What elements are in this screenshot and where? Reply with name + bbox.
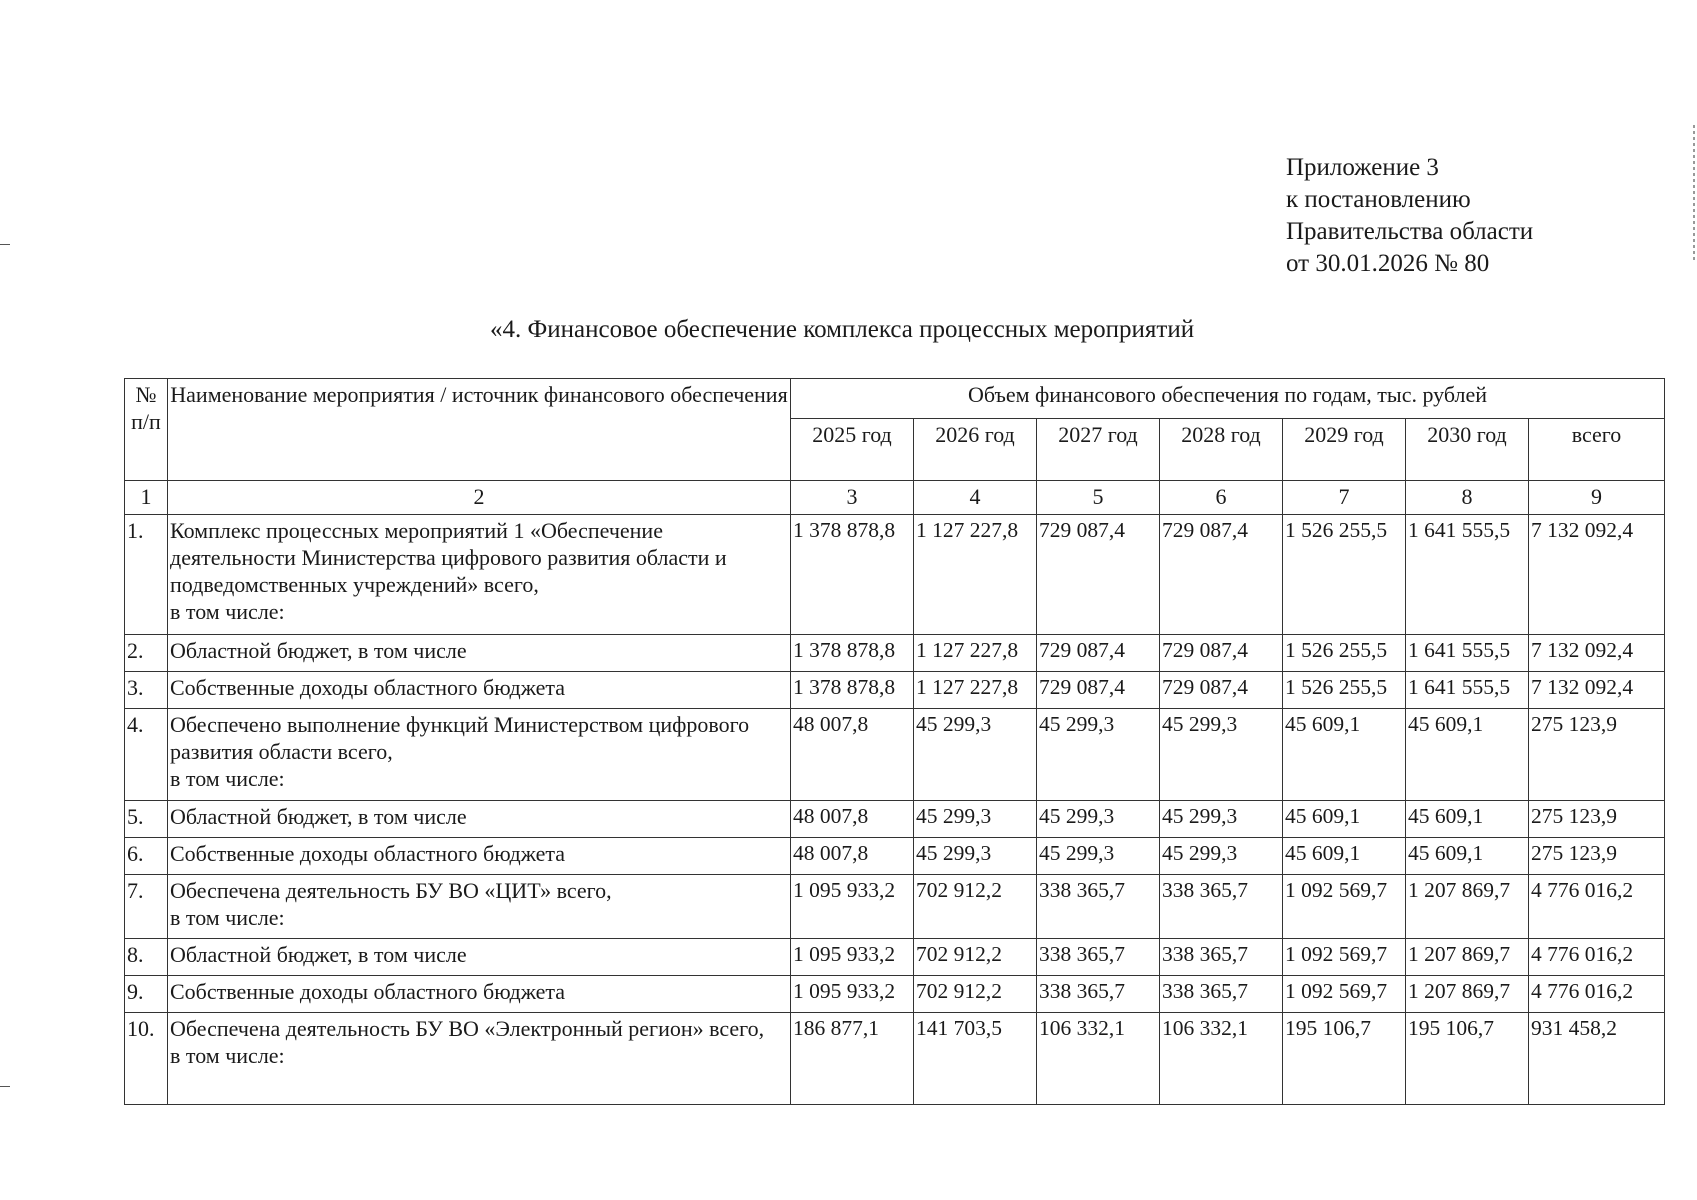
row-value: 48 007,8 [791, 801, 914, 838]
row-name [168, 976, 791, 1013]
row-number: 5. [125, 801, 168, 838]
row-value: 1 641 555,5 [1406, 672, 1529, 709]
row-value: 45 299,3 [1160, 838, 1283, 875]
row-name [168, 515, 791, 635]
row-name [168, 875, 791, 939]
row-value: 45 609,1 [1283, 801, 1406, 838]
row-value: 729 087,4 [1160, 672, 1283, 709]
row-value: 729 087,4 [1037, 672, 1160, 709]
row-value: 45 299,3 [914, 838, 1037, 875]
row-value: 1 526 255,5 [1283, 672, 1406, 709]
row-value: 1 127 227,8 [914, 635, 1037, 672]
row-name-text: Областной бюджет, в том числе [170, 804, 467, 829]
row-number: 2. [125, 635, 168, 672]
row-value-total: 7 132 092,4 [1529, 635, 1665, 672]
row-value: 1 378 878,8 [791, 672, 914, 709]
header-name: Наименование мероприятия / источник финансового обеспечения [168, 379, 791, 481]
row-value: 338 365,7 [1160, 976, 1283, 1013]
row-number: 3. [125, 672, 168, 709]
row-name-subtext: в том числе: [170, 599, 285, 624]
row-value: 1 127 227,8 [914, 672, 1037, 709]
row-value: 45 299,3 [1037, 801, 1160, 838]
row-name-text: Областной бюджет, в том числе [170, 638, 467, 663]
row-value-total: 4 776 016,2 [1529, 875, 1665, 939]
row-value: 45 299,3 [1037, 709, 1160, 801]
row-value-total: 275 123,9 [1529, 838, 1665, 875]
row-value: 1 526 255,5 [1283, 515, 1406, 635]
row-value: 45 299,3 [1160, 709, 1283, 801]
row-value: 45 609,1 [1283, 838, 1406, 875]
approval-line-3: Правительства области [1286, 218, 1534, 245]
table-row [125, 515, 1665, 635]
approval-line-4: от 30.01.2026 № 80 [1286, 250, 1490, 277]
row-name-text: Собственные доходы областного бюджета [170, 841, 566, 866]
financing-table [124, 378, 1665, 1105]
table-row [125, 1013, 1665, 1105]
table-row [125, 875, 1665, 939]
index-cell: 4 [914, 481, 1037, 515]
row-value: 186 877,1 [791, 1013, 914, 1105]
row-name-text: Обеспечено выполнение функций Министерством цифрового развития области всего, [170, 712, 750, 764]
margin-tick-bottom [0, 1086, 10, 1087]
row-name [168, 1013, 791, 1105]
row-value: 1 207 869,7 [1406, 976, 1529, 1013]
header-total: всего [1529, 419, 1665, 481]
row-value: 338 365,7 [1160, 875, 1283, 939]
row-value: 106 332,1 [1037, 1013, 1160, 1105]
row-value: 702 912,2 [914, 939, 1037, 976]
table-row [125, 939, 1665, 976]
index-cell: 6 [1160, 481, 1283, 515]
row-value: 1 095 933,2 [791, 939, 914, 976]
document-title: «4. Финансовое обеспечение комплекса процессных мероприятий [490, 316, 1195, 343]
approval-line-1: Приложение 3 [1286, 154, 1439, 181]
row-value: 45 609,1 [1283, 709, 1406, 801]
row-value: 1 378 878,8 [791, 635, 914, 672]
row-name [168, 672, 791, 709]
header-year-2028: 2028 год [1160, 419, 1283, 481]
index-cell: 8 [1406, 481, 1529, 515]
row-value: 702 912,2 [914, 976, 1037, 1013]
row-value: 45 299,3 [914, 801, 1037, 838]
row-name-subtext: в том числе: [170, 766, 285, 791]
table-row [125, 801, 1665, 838]
row-name-text: Комплекс процессных мероприятий 1 «Обеспечение деятельности Министерства цифрового развития области и подведомственных учреждений» всего, [170, 518, 727, 597]
row-name-text: Собственные доходы областного бюджета [170, 675, 566, 700]
header-num: № п/п [125, 379, 168, 481]
header-group: Объем финансового обеспечения по годам, тыс. рублей [791, 379, 1665, 419]
row-value: 338 365,7 [1037, 875, 1160, 939]
header-year-2030: 2030 год [1406, 419, 1529, 481]
row-name [168, 801, 791, 838]
row-value: 1 127 227,8 [914, 515, 1037, 635]
row-value: 48 007,8 [791, 838, 914, 875]
row-value: 195 106,7 [1283, 1013, 1406, 1105]
row-value-total: 4 776 016,2 [1529, 939, 1665, 976]
table-row [125, 635, 1665, 672]
index-row [125, 481, 1665, 515]
row-name [168, 838, 791, 875]
row-value: 1 207 869,7 [1406, 875, 1529, 939]
header-year-2029: 2029 год [1283, 419, 1406, 481]
scan-edge-mark [1693, 125, 1695, 260]
row-value: 195 106,7 [1406, 1013, 1529, 1105]
row-number: 8. [125, 939, 168, 976]
table-row [125, 976, 1665, 1013]
row-name-subtext: в том числе: [170, 905, 285, 930]
row-value: 1 092 569,7 [1283, 976, 1406, 1013]
header-year-2027: 2027 год [1037, 419, 1160, 481]
row-value-total: 275 123,9 [1529, 709, 1665, 801]
row-number: 6. [125, 838, 168, 875]
row-name-subtext: в том числе: [170, 1043, 285, 1068]
row-value: 338 365,7 [1160, 939, 1283, 976]
row-value: 1 641 555,5 [1406, 515, 1529, 635]
table-row [125, 838, 1665, 875]
row-value: 1 095 933,2 [791, 976, 914, 1013]
index-cell: 1 [125, 481, 168, 515]
row-value: 1 378 878,8 [791, 515, 914, 635]
index-cell: 2 [168, 481, 791, 515]
table-row [125, 672, 1665, 709]
row-name-text: Обеспечена деятельность БУ ВО «Электронный регион» всего, [170, 1016, 765, 1041]
row-value: 1 092 569,7 [1283, 939, 1406, 976]
row-value: 338 365,7 [1037, 939, 1160, 976]
row-value: 45 299,3 [1160, 801, 1283, 838]
row-value-total: 931 458,2 [1529, 1013, 1665, 1105]
row-value: 106 332,1 [1160, 1013, 1283, 1105]
index-cell: 3 [791, 481, 914, 515]
row-value: 1 207 869,7 [1406, 939, 1529, 976]
row-number: 9. [125, 976, 168, 1013]
row-value-total: 4 776 016,2 [1529, 976, 1665, 1013]
approval-line-2: к постановлению [1286, 186, 1471, 213]
row-value-total: 7 132 092,4 [1529, 672, 1665, 709]
row-value: 729 087,4 [1160, 635, 1283, 672]
row-value: 1 092 569,7 [1283, 875, 1406, 939]
header-year-2026: 2026 год [914, 419, 1037, 481]
row-name [168, 939, 791, 976]
row-value: 729 087,4 [1037, 515, 1160, 635]
row-value: 45 609,1 [1406, 709, 1529, 801]
row-number: 7. [125, 875, 168, 939]
row-value: 45 299,3 [1037, 838, 1160, 875]
row-name-text: Собственные доходы областного бюджета [170, 979, 566, 1004]
margin-tick-top [0, 244, 10, 245]
row-number: 1. [125, 515, 168, 635]
row-name-text: Областной бюджет, в том числе [170, 942, 467, 967]
row-name-text: Обеспечена деятельность БУ ВО «ЦИТ» всего, [170, 878, 612, 903]
row-name [168, 709, 791, 801]
row-number: 4. [125, 709, 168, 801]
row-value: 338 365,7 [1037, 976, 1160, 1013]
row-value: 702 912,2 [914, 875, 1037, 939]
row-value-total: 275 123,9 [1529, 801, 1665, 838]
row-value-total: 7 132 092,4 [1529, 515, 1665, 635]
header-year-2025: 2025 год [791, 419, 914, 481]
row-value: 48 007,8 [791, 709, 914, 801]
row-value: 1 641 555,5 [1406, 635, 1529, 672]
index-cell: 5 [1037, 481, 1160, 515]
row-value: 1 526 255,5 [1283, 635, 1406, 672]
approval-block [1286, 152, 1533, 280]
row-value: 1 095 933,2 [791, 875, 914, 939]
row-value: 729 087,4 [1160, 515, 1283, 635]
row-value: 45 609,1 [1406, 801, 1529, 838]
row-value: 141 703,5 [914, 1013, 1037, 1105]
row-number: 10. [125, 1013, 168, 1105]
index-cell: 9 [1529, 481, 1665, 515]
row-value: 729 087,4 [1037, 635, 1160, 672]
table-row [125, 709, 1665, 801]
row-value: 45 609,1 [1406, 838, 1529, 875]
index-cell: 7 [1283, 481, 1406, 515]
row-name [168, 635, 791, 672]
row-value: 45 299,3 [914, 709, 1037, 801]
